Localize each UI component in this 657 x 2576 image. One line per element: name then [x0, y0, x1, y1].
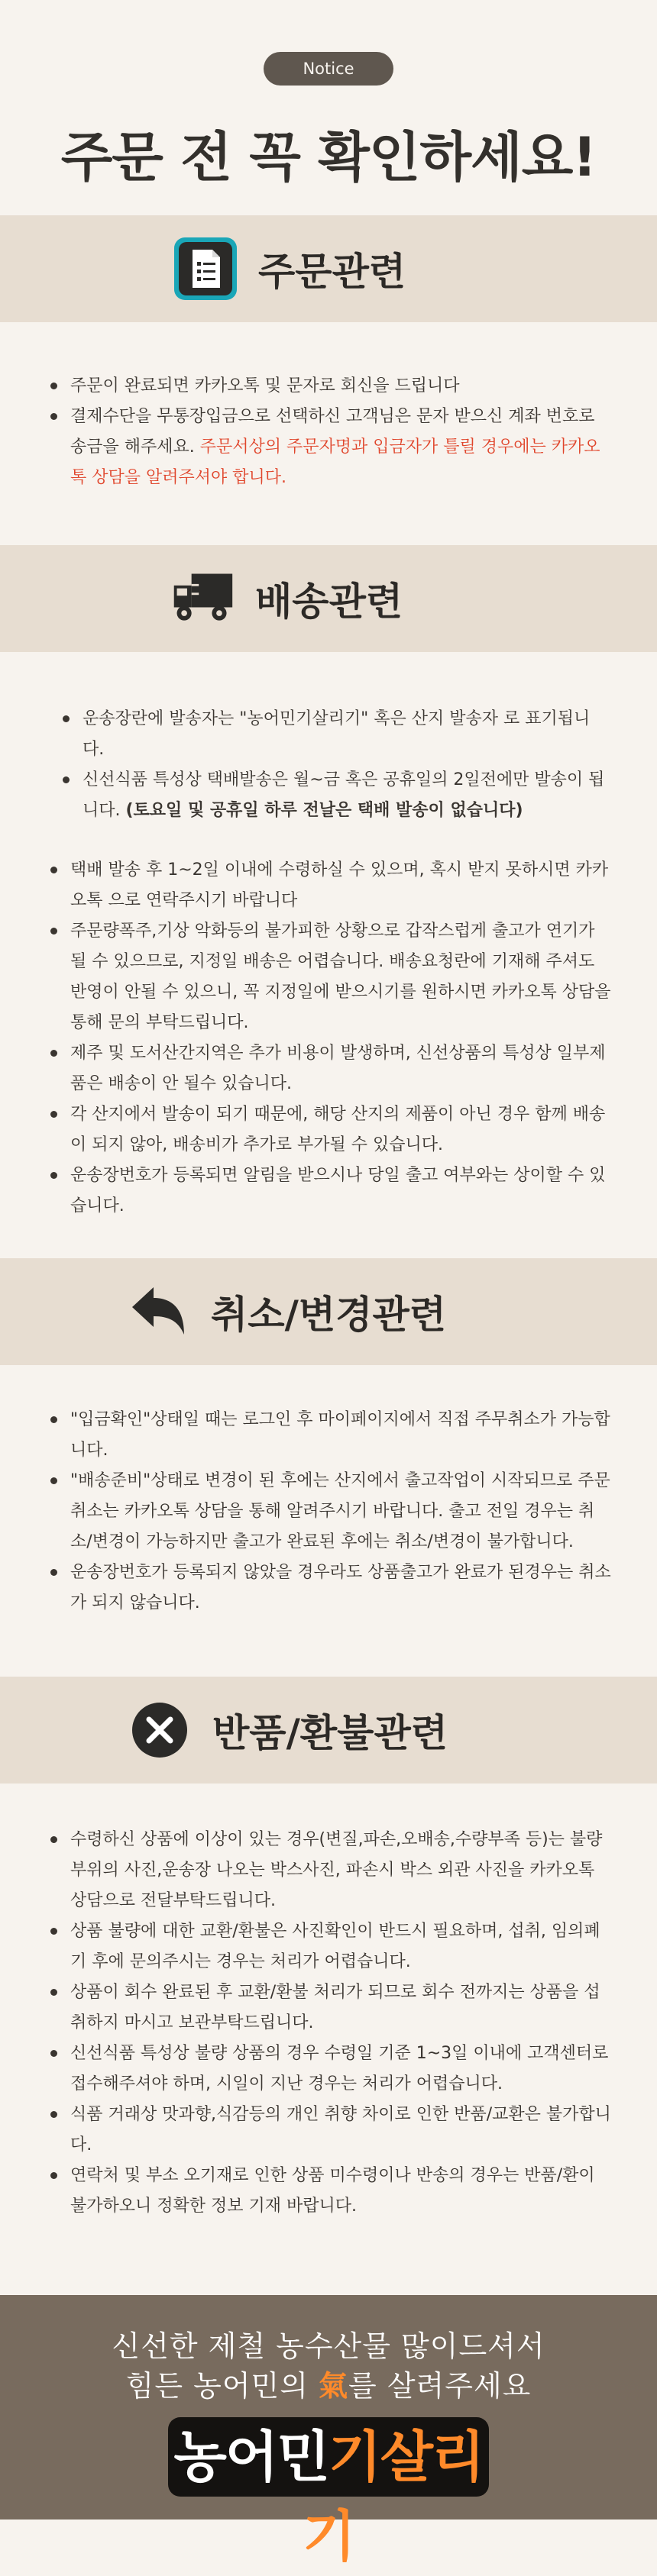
- list-item-text: 신선식품 특성상 택배발송은 월~금 혹은 공휴일의 2일전에만 발송이 됩니다.: [83, 770, 605, 820]
- brand-logo-part-1: 농어민: [173, 2425, 328, 2489]
- list-item: [60, 704, 611, 765]
- list-item-text: 결제수단을 무통장입금으로 선택하신 고객님은 문자 받으신 계좌 번호로 송금을 해주세요.: [70, 407, 595, 457]
- list-item: [47, 2039, 613, 2100]
- list-item: [47, 1466, 611, 1558]
- list-item-text: 연락처 및 부소 오기재로 인한 상품 미수령이나 반송의 경우는 반품/환이 불가하오니 정확한 정보 기재 바랍니다.: [70, 2166, 595, 2216]
- list-item-text: 운송장번호가 등록되면 알림을 받으시나 당일 출고 여부와는 상이할 수 있습니다.: [70, 1166, 606, 1215]
- list-item-text: 식품 거래상 맛과향,식감등의 개인 취향 차이로 인한 반품/교환은 불가합니다.: [70, 2105, 611, 2155]
- section-title-delivery: 배송관련: [255, 579, 403, 624]
- list-item-text: (토요일 및 공휴일 하루 전날은 택배 발송이 없습니다): [125, 801, 523, 820]
- list-item: [47, 1038, 614, 1099]
- list-item: [47, 1405, 611, 1466]
- list-item-text: 운송장번호가 등록되지 않았을 경우라도 상품출고가 완료가 된경우는 취소가 되지 않습니다.: [70, 1563, 611, 1612]
- list-item: [47, 402, 613, 493]
- list-item: [47, 916, 614, 1038]
- footer-banner: [0, 2295, 657, 2568]
- truck-icon: [170, 566, 235, 631]
- list-item: [47, 2100, 613, 2161]
- list-item-text: 운송장란에 발송자는 "농어민기살리기" 혹은 산지 발송자 로 표기됩니다.: [83, 709, 591, 759]
- order-notice-list: [47, 371, 613, 493]
- list-item-text: 주문량폭주,기상 악화등의 불가피한 상황으로 갑작스럽게 출고가 연기가 될 수 있으므로, 지정일 배송은 어렵습니다. 배송요청란에 기재해 주셔도 반영이 안될 수 있으니, 꼭 지정일에 받으시기를 원하시면 카카오톡 상담을 통해 문의 부탁드립니다.: [70, 922, 611, 1032]
- footer-line-2: [0, 2362, 657, 2404]
- brand-logo: [168, 2417, 489, 2568]
- delivery-notice-list: [47, 855, 614, 1222]
- list-item-text: 제주 및 도서산간지역은 추가 비용이 발생하며, 신선상품의 특성상 일부제품은 배송이 안 될수 있습니다.: [70, 1044, 606, 1093]
- list-item-text: "배송준비"상태로 변경이 된 후에는 산지에서 출고작업이 시작되므로 주문취소는 카카오톡 상담을 통해 알려주시기 바랍니다. 출고 전일 경우는 취소/변경이 가능하지만 출고가 완료된 후에는 취소/변경이 불가합니다.: [70, 1471, 610, 1551]
- list-item-text: 주문서상의 주문자명과 입금자가 틀릴 경우에는 카카오톡 상담을 알려주셔야 합니다.: [70, 437, 600, 487]
- close-circle-icon: [127, 1697, 193, 1763]
- list-item: [47, 1977, 613, 2039]
- list-item: [47, 1558, 611, 1619]
- section-header-cancel: [0, 1258, 657, 1365]
- refund-notice-list: [47, 1825, 613, 2222]
- section-header-refund: [0, 1677, 657, 1784]
- list-item-text: 수령하신 상품에 이상이 있는 경우(변질,파손,오배송,수량부족 등)는 불량 부위의 사진,운송장 나오는 박스사진, 파손시 박스 외관 사진을 카카오톡 상담으로 전달부탁드립니다.: [70, 1830, 603, 1910]
- list-item-text: 상품 불량에 대한 교환/환불은 사진확인이 반드시 필요하며, 섭취, 임의폐기 후에 문의주시는 경우는 처리가 어렵습니다.: [70, 1922, 600, 1971]
- list-item-text: 상품이 회수 완료된 후 교환/환불 처리가 되므로 회수 전까지는 상품을 섭취하지 마시고 보관부탁드립니다.: [70, 1983, 600, 2032]
- list-item: [60, 765, 611, 826]
- page-title: 주문 전 꼭 확인하세요!: [60, 126, 597, 189]
- list-item-text: 주문이 완료되면 카카오톡 및 문자로 회신을 드립니다: [70, 376, 460, 395]
- list-item: [47, 1916, 613, 1977]
- list-item-text: "입금확인"상태일 때는 로그인 후 마이페이지에서 직접 주무취소가 가능합니다.: [70, 1410, 610, 1460]
- list-item-text: 택배 발송 후 1~2일 이내에 수령하실 수 있으며, 혹시 받지 못하시면 카카오톡 으로 연락주시기 바랍니다: [70, 860, 609, 910]
- footer-line-1: 신선한 제철 농수산물 많이드셔서: [112, 2329, 545, 2363]
- list-item: [47, 1099, 614, 1160]
- section-header-order: [0, 215, 657, 322]
- undo-arrow-icon: [125, 1279, 191, 1344]
- notice-badge: Notice: [264, 52, 393, 86]
- section-header-delivery: [0, 545, 657, 652]
- footer-line-2-pre: 힘든 농어민의: [125, 2369, 319, 2403]
- list-item: [47, 1825, 613, 1916]
- list-item: [47, 855, 614, 916]
- section-title-cancel: 취소/변경관련: [211, 1293, 447, 1337]
- brand-logo-part-2: 기살리기: [303, 2425, 484, 2568]
- footer-line-2-post: 를 살려주세요: [348, 2369, 532, 2403]
- list-item: [47, 2161, 613, 2222]
- list-item: [47, 371, 613, 402]
- section-title-refund: 반품/환불관련: [212, 1711, 448, 1755]
- delivery-notice-list-top: [60, 704, 611, 826]
- list-item: [47, 1160, 614, 1222]
- cancel-notice-list: [47, 1405, 611, 1619]
- section-title-order: 주문관련: [258, 250, 406, 294]
- footer-highlight: 氣: [319, 2369, 349, 2403]
- document-icon: [173, 236, 238, 302]
- list-item-text: 신선식품 특성상 불량 상품의 경우 수령일 기준 1~3일 이내에 고객센터로 접수해주셔야 하며, 시일이 지난 경우는 처리가 어렵습니다.: [70, 2044, 609, 2093]
- list-item-text: 각 산지에서 발송이 되기 때문에, 해당 산지의 제품이 아닌 경우 함께 배송이 되지 않아, 배송비가 추가로 부가될 수 있습니다.: [70, 1105, 606, 1154]
